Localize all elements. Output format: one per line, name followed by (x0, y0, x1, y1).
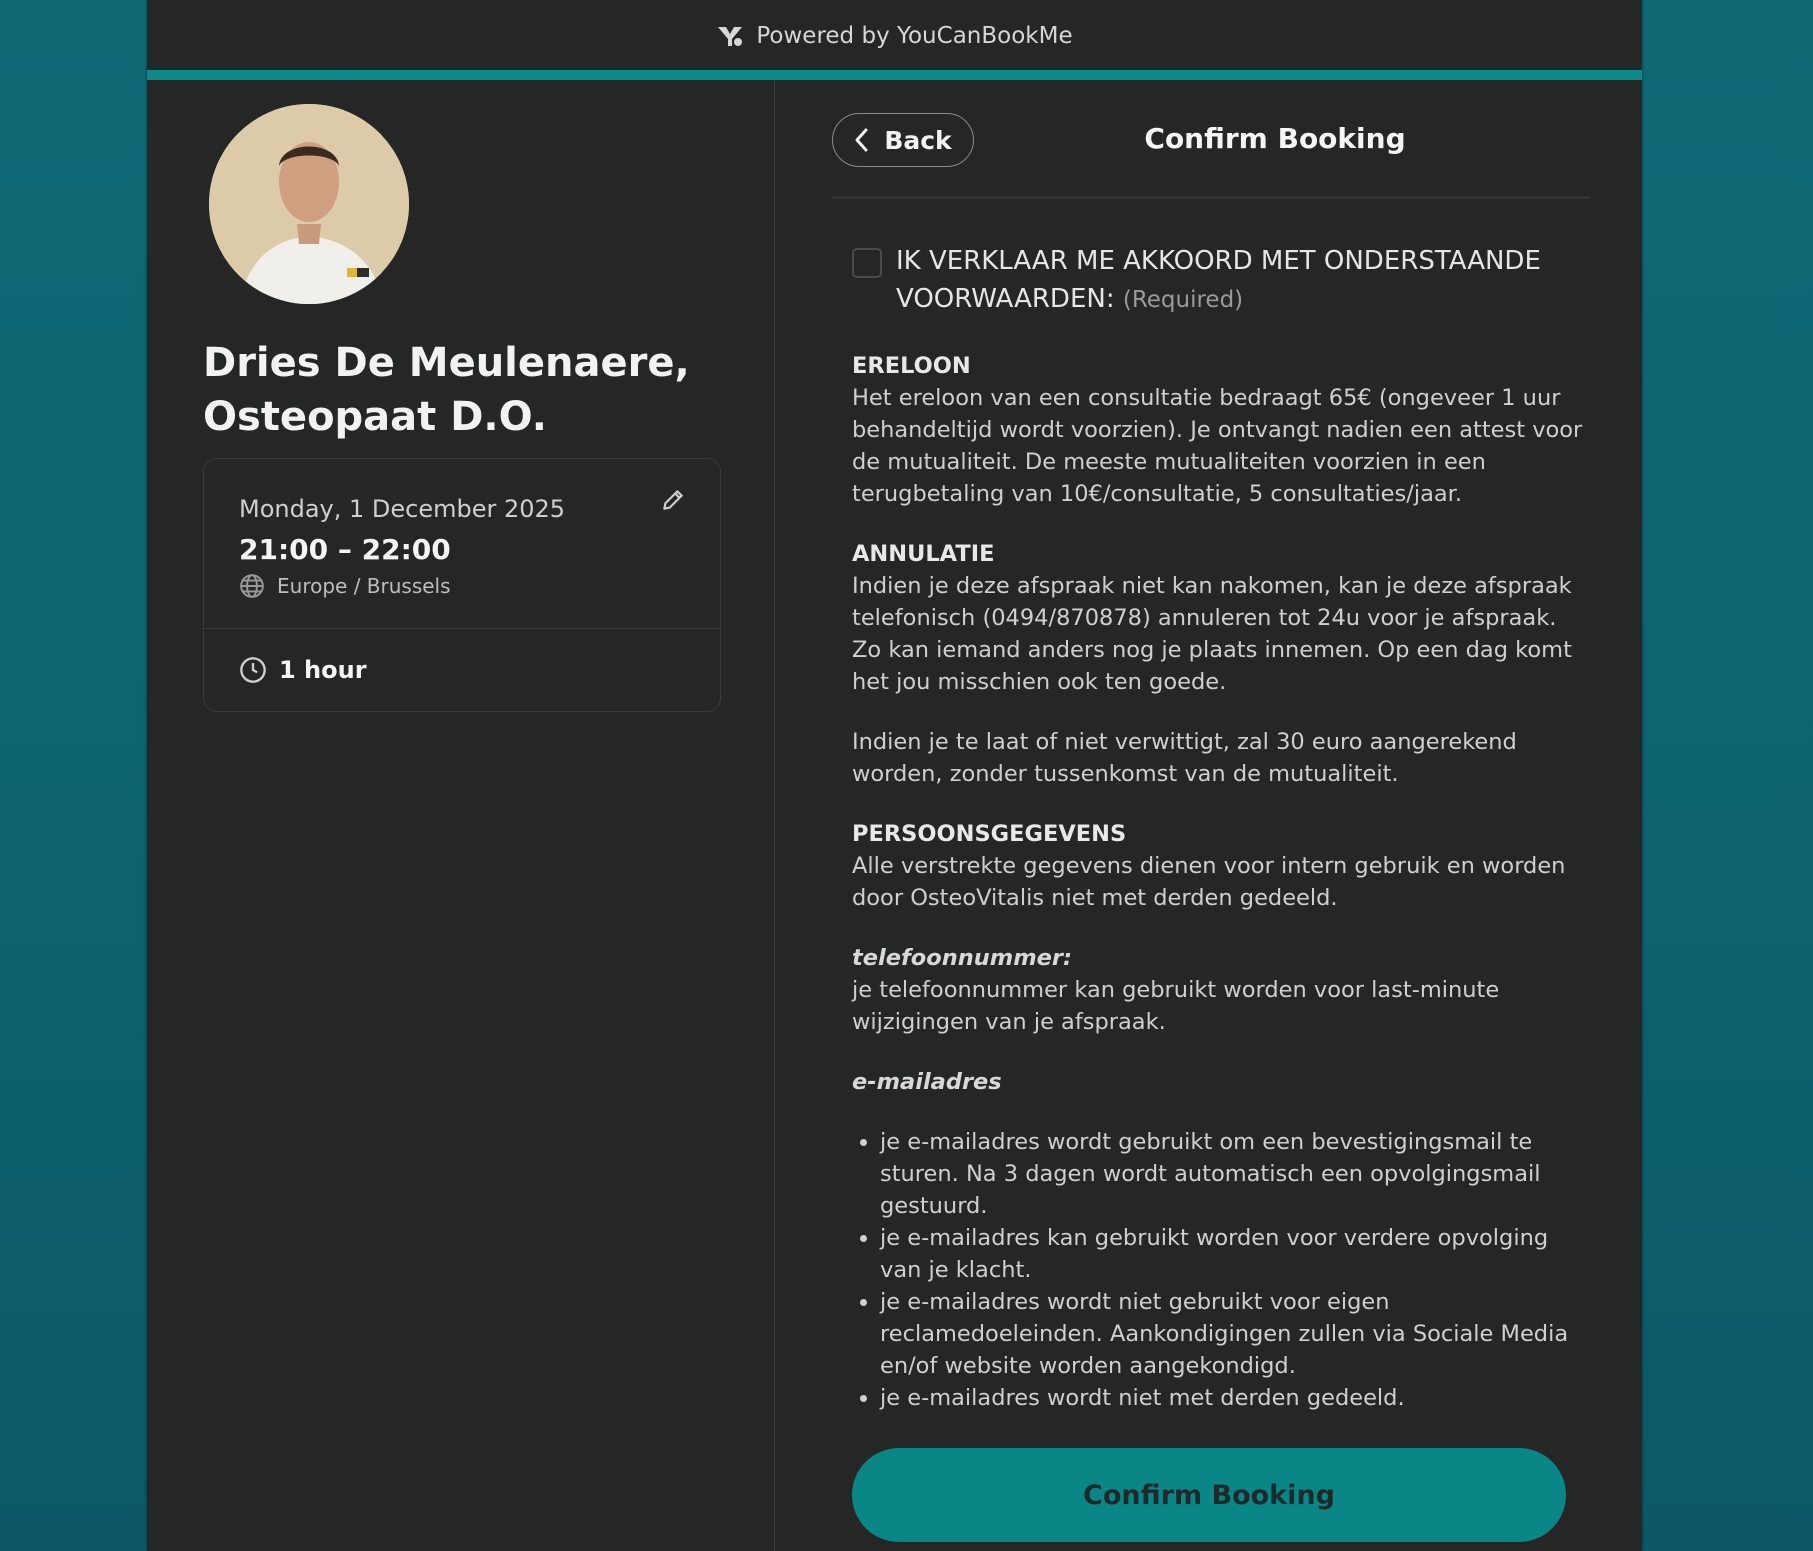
annulatie-heading: ANNULATIE (852, 541, 995, 567)
email-list-item: • je e-mailadres wordt niet gebruikt voor eigen reclamedoeleinden. Aankondigingen zullen via Sociale Media en/of website worden aangekondigd. (880, 1286, 1587, 1382)
accent-line (147, 70, 1642, 80)
booking-date: Monday, 1 December 2025 (239, 495, 566, 523)
clock-icon (239, 656, 267, 684)
provider-name (203, 336, 723, 444)
email-list (880, 1126, 1587, 1414)
back-button[interactable] (832, 113, 974, 167)
ereloon-text: Het ereloon van een consultatie bedraagt 65€ (ongeveer 1 uur behandeltijd wordt voorzien). Je ontvangt nadien een attest voor de mutualiteit. De meeste mutualiteiten voorzien in een terugbetaling van 10€/consultatie, 5 consultaties/jaar. (852, 385, 1583, 507)
booking-time: 21:00 – 22:00 (239, 533, 451, 566)
consent-checkbox[interactable] (852, 248, 882, 278)
consent-field[interactable] (852, 242, 1572, 319)
page-title: Confirm Booking (1144, 122, 1406, 155)
powered-by-text: Powered by YouCanBookMe (756, 23, 1073, 49)
email-heading: e-mailadres (852, 1069, 1002, 1095)
annulatie-text-2: Indien je te laat of niet verwittigt, zal 30 euro aangerekend worden, zonder tussenkomst van de mutualiteit. (852, 729, 1517, 787)
persoonsgegevens-text: Alle verstrekte gegevens dienen voor intern gebruik en worden door OsteoVitalis niet met derden gedeeld. (852, 853, 1566, 911)
avatar (209, 104, 409, 304)
consent-label-text: IK VERKLAAR ME AKKOORD MET ONDERSTAANDE VOORWAARDEN: (896, 246, 1541, 314)
timezone-label: Europe / Brussels (277, 574, 451, 598)
email-list-item: • je e-mailadres wordt niet met derden gedeeld. (880, 1382, 1587, 1414)
provider-name-line2: Osteopaat D.O. (203, 394, 547, 440)
annulatie-text: Indien je deze afspraak niet kan nakomen, kan je deze afspraak telefonisch (0494/870878) annuleren tot 24u voor je afspraak. Zo kan iemand anders nog je plaats innemen. Op een dag komt het jou misschien ook ten goede. (852, 573, 1572, 695)
confirm-booking-label: Confirm Booking (1083, 1479, 1335, 1511)
email-list-item: • je e-mailadres kan gebruikt worden voor verdere opvolging van je klacht. (880, 1222, 1587, 1286)
confirm-booking-button[interactable] (852, 1448, 1566, 1542)
terms-text (852, 350, 1587, 1414)
header-divider (832, 196, 1590, 199)
booking-duration (239, 656, 367, 684)
back-button-label: Back (884, 125, 952, 155)
telefoon-heading: telefoonnummer: (852, 945, 1072, 971)
right-panel (775, 80, 1642, 1551)
ereloon-heading: ERELOON (852, 353, 971, 379)
duration-label: 1 hour (279, 656, 367, 684)
provider-name-line1: Dries De Meulenaere, (203, 340, 690, 386)
chevron-left-icon (854, 127, 870, 153)
booking-timezone[interactable] (239, 573, 451, 599)
left-panel (147, 80, 775, 1551)
consent-label[interactable] (896, 242, 1572, 319)
card-divider (204, 628, 720, 629)
booking-frame (147, 0, 1642, 1551)
globe-icon (239, 573, 265, 599)
edit-pencil-icon[interactable] (660, 487, 686, 513)
ycbm-logo-icon (716, 24, 744, 48)
powered-by-bar[interactable] (147, 0, 1642, 72)
email-list-item: • je e-mailadres wordt gebruikt om een bevestigingsmail te sturen. Na 3 dagen wordt automatisch een opvolgingsmail gestuurd. (880, 1126, 1587, 1222)
persoonsgegevens-heading: PERSOONSGEGEVENS (852, 821, 1127, 847)
telefoon-text: je telefoonnummer kan gebruikt worden voor last-minute wijzigingen van je afspraak. (852, 977, 1500, 1035)
booking-summary-card (203, 458, 721, 712)
required-indicator: (Required) (1122, 287, 1244, 313)
